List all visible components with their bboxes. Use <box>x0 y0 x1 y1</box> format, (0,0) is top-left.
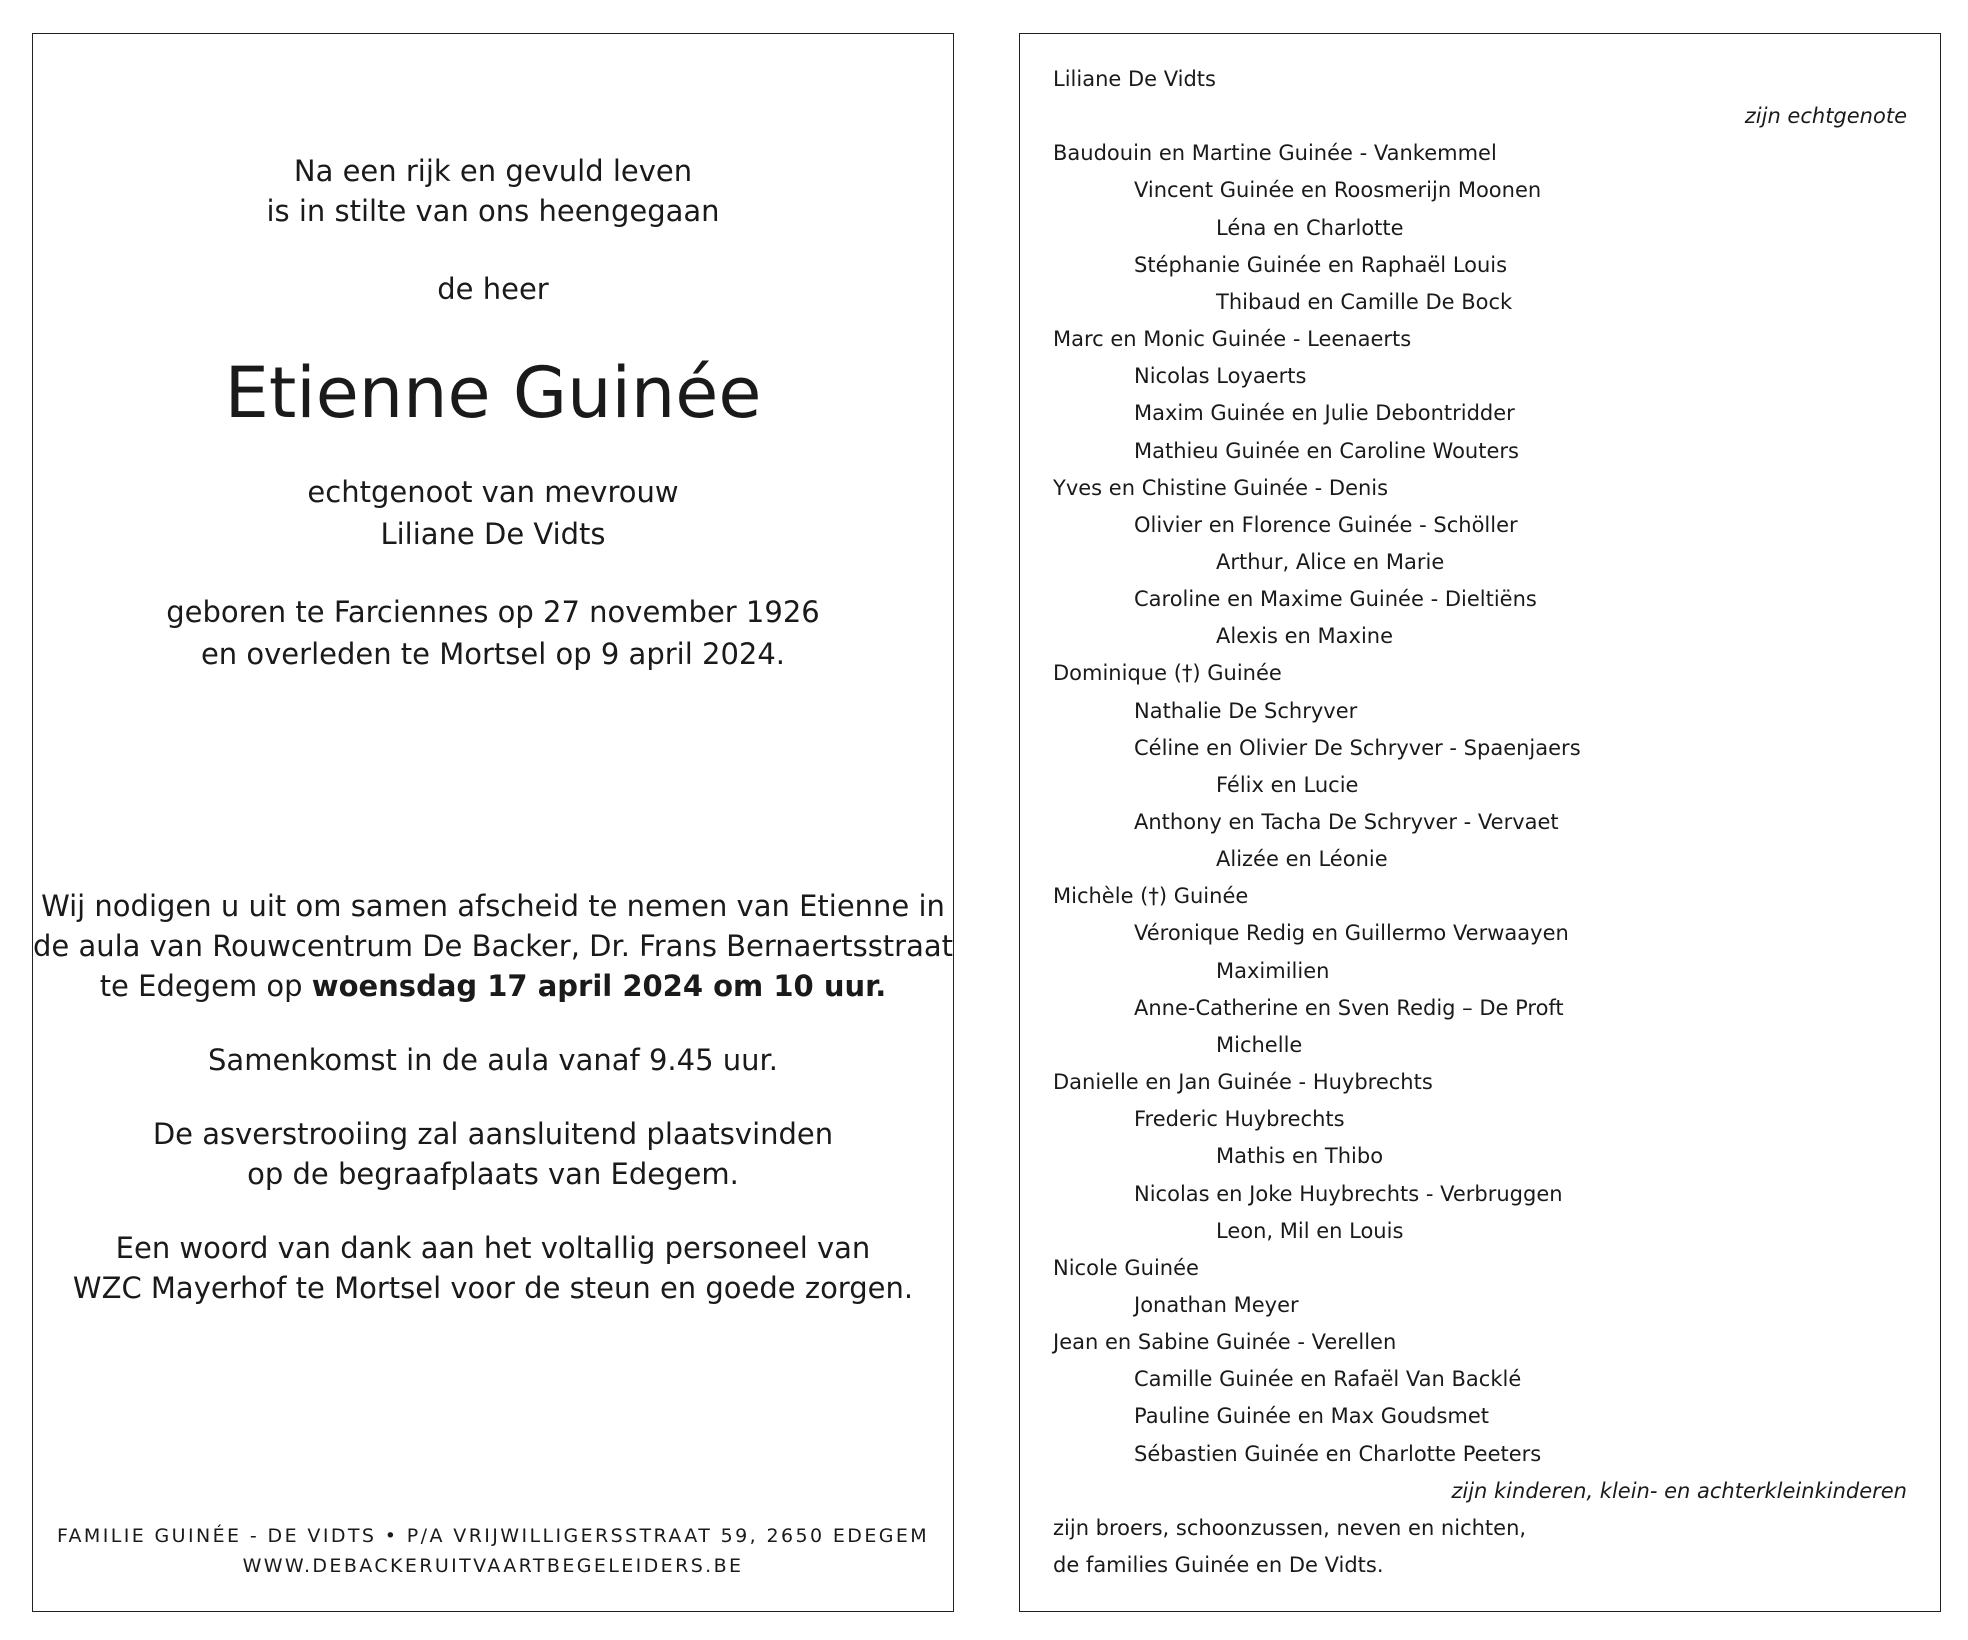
family-member-line: Félix en Lucie <box>1216 772 1359 797</box>
family-member-line: Jean en Sabine Guinée - Verellen <box>1053 1330 1397 1355</box>
invite-line-3-prefix: te Edegem op <box>99 969 312 1003</box>
announcement-left-page <box>32 33 954 1612</box>
family-member-line: Nathalie De Schryver <box>1134 698 1358 723</box>
spouse-line-2: Liliane De Vidts <box>380 517 606 551</box>
gathering-line: Samenkomst in de aula vanaf 9.45 uur. <box>208 1043 778 1077</box>
birth-line: geboren te Farciennes op 27 november 1926 <box>166 595 820 629</box>
relation-caption: zijn echtgenote <box>1744 104 1907 129</box>
family-member-line: Caroline en Maxime Guinée - Dieltiëns <box>1134 587 1537 612</box>
family-member-line: Frederic Huybrechts <box>1134 1107 1345 1132</box>
family-member-line: Stéphanie Guinée en Raphaël Louis <box>1134 252 1508 277</box>
family-member-line: Pauline Guinée en Max Goudsmet <box>1134 1404 1490 1429</box>
relation-caption: zijn kinderen, klein- en achterkleinkinderen <box>1451 1478 1907 1503</box>
family-member-line: Léna en Charlotte <box>1216 215 1404 240</box>
spouse-line-1: echtgenoot van mevrouw <box>307 475 679 509</box>
intro-line-1: Na een rijk en gevuld leven <box>293 154 693 188</box>
family-member-line: de families Guinée en De Vidts. <box>1053 1553 1384 1577</box>
invite-line-1: Wij nodigen u uit om samen afscheid te nemen van Etienne in <box>41 889 945 923</box>
family-member-line: Anthony en Tacha De Schryver - Vervaet <box>1134 810 1559 834</box>
family-member-line: zijn broers, schoonzussen, neven en nichten, <box>1053 1515 1527 1540</box>
deceased-name: Etienne Guinée <box>224 352 762 434</box>
family-member-line: Olivier en Florence Guinée - Schöller <box>1134 512 1518 537</box>
thanks-line-1: Een woord van dank aan het voltallig personeel van <box>115 1231 871 1265</box>
family-member-line: Michelle <box>1216 1032 1303 1057</box>
family-member-line: Michèle (†) Guinée <box>1053 884 1249 909</box>
scatter-line-1: De asverstrooiing zal aansluitend plaatsvinden <box>152 1117 834 1151</box>
family-member-line: Alexis en Maxine <box>1216 624 1394 649</box>
family-member-line: Maxim Guinée en Julie Debontridder <box>1134 401 1515 426</box>
intro-line-2: is in stilte van ons heengegaan <box>266 194 720 228</box>
footer-address: FAMILIE GUINÉE - DE VIDTS • P/A VRIJWILLIGERSSTRAAT 59, 2650 EDEGEM <box>56 1525 930 1547</box>
family-member-line: Dominique (†) Guinée <box>1053 661 1282 686</box>
announcement-right-page <box>1019 33 1941 1612</box>
scatter-line-2: op de begraafplaats van Edegem. <box>247 1157 739 1191</box>
family-member-line: Camille Guinée en Rafaël Van Backlé <box>1134 1367 1522 1392</box>
family-member-line: Alizée en Léonie <box>1216 847 1388 872</box>
thanks-line-2: WZC Mayerhof te Mortsel voor de steun en goede zorgen. <box>72 1271 914 1305</box>
family-member-line: Céline en Olivier De Schryver - Spaenjaers <box>1134 735 1581 760</box>
family-member-line: Jonathan Meyer <box>1134 1292 1299 1317</box>
family-member-line: Baudouin en Martine Guinée - Vankemmel <box>1053 141 1497 166</box>
family-member-line: Danielle en Jan Guinée - Huybrechts <box>1053 1070 1433 1095</box>
family-member-line: Mathieu Guinée en Caroline Wouters <box>1134 438 1519 463</box>
family-member-line: Thibaud en Camille De Bock <box>1216 289 1513 314</box>
family-member-line: Nicolas en Joke Huybrechts - Verbruggen <box>1134 1181 1563 1206</box>
title-prefix: de heer <box>437 272 549 306</box>
invite-line-2: de aula van Rouwcentrum De Backer, Dr. Frans Bernaertsstraat <box>33 929 954 963</box>
family-member-line: Sébastien Guinée en Charlotte Peeters <box>1134 1441 1542 1466</box>
family-member-line: Nicole Guinée <box>1053 1255 1199 1280</box>
family-member-line: Vincent Guinée en Roosmerijn Moonen <box>1134 178 1542 203</box>
family-member-line: Mathis en Thibo <box>1216 1144 1384 1169</box>
family-member-line: Liliane De Vidts <box>1053 67 1216 91</box>
family-member-line: Maximilien <box>1216 958 1330 983</box>
family-member-line: Marc en Monic Guinée - Leenaerts <box>1053 327 1412 352</box>
family-member-line: Leon, Mil en Louis <box>1216 1218 1404 1243</box>
family-member-line: Véronique Redig en Guillermo Verwaayen <box>1134 921 1569 946</box>
family-member-line: Nicolas Loyaerts <box>1134 364 1307 389</box>
invite-line-3 <box>33 966 953 1006</box>
death-line: en overleden te Mortsel op 9 april 2024. <box>200 637 786 671</box>
family-member-line: Anne-Catherine en Sven Redig – De Proft <box>1134 995 1564 1020</box>
family-member-line: Arthur, Alice en Marie <box>1216 549 1445 574</box>
footer-website: WWW.DEBACKERUITVAARTBEGELEIDERS.BE <box>242 1555 744 1577</box>
family-member-line: Yves en Chistine Guinée - Denis <box>1053 475 1389 500</box>
ceremony-date: woensdag 17 april 2024 om 10 uur. <box>311 969 887 1003</box>
